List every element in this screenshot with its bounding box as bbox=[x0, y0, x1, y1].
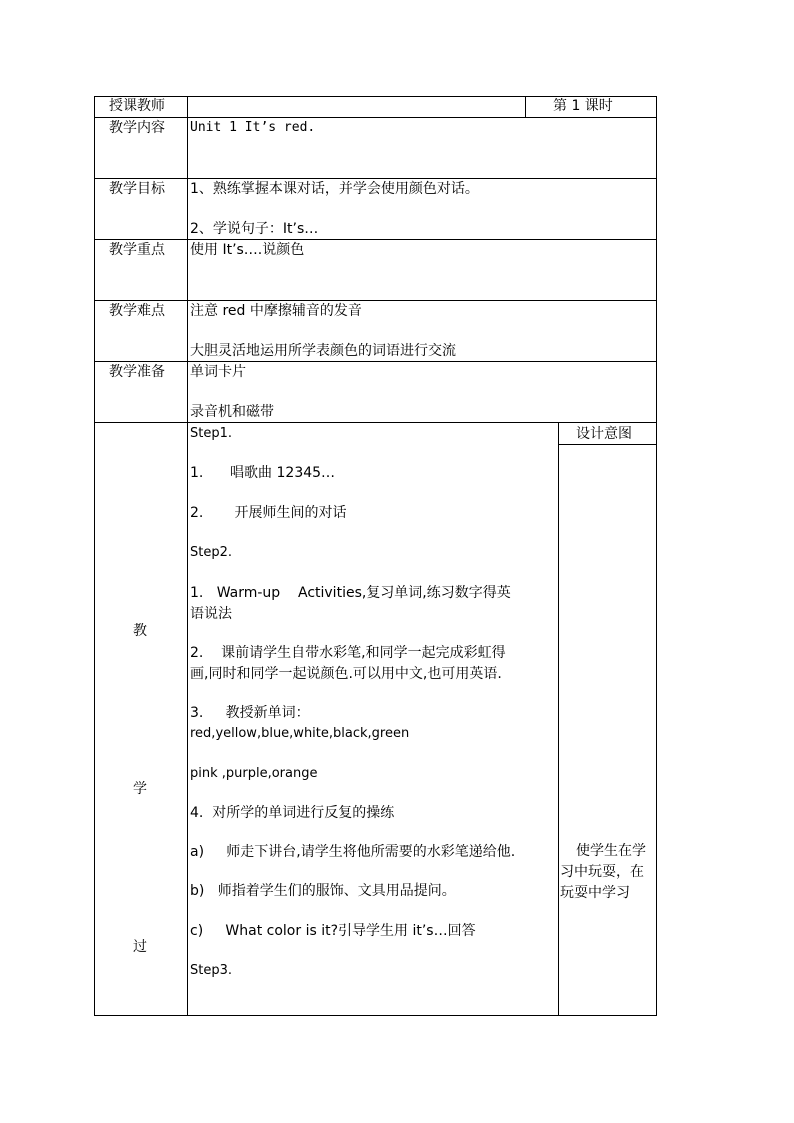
key-points-label: 教学重点 bbox=[109, 242, 165, 258]
preparation-item: 录音机和磁带 bbox=[190, 404, 274, 420]
step-heading: Step2. bbox=[190, 545, 233, 560]
preparation-item: 单词卡片 bbox=[190, 364, 246, 380]
row-divider bbox=[94, 178, 657, 179]
step-item: 2. 课前请学生自带水彩笔,和同学一起完成彩虹得 bbox=[190, 645, 506, 661]
step-item: 语说法 bbox=[190, 606, 232, 622]
step-item: 画,同时和同学一起说颜色.可以用中文,也可用英语. bbox=[190, 666, 502, 682]
step-item: 1. Warm-up Activities,复习单词,练习数字得英 bbox=[190, 585, 511, 601]
step-heading: Step1. bbox=[190, 426, 233, 441]
table-border-bottom bbox=[94, 1015, 657, 1016]
row-divider bbox=[94, 361, 657, 362]
sub-item: a) 师走下讲台,请学生将他所需要的水彩笔递给他. bbox=[190, 844, 516, 860]
process-label-char: 教 bbox=[133, 623, 147, 639]
step-item: 4. 对所学的单词进行反复的操练 bbox=[190, 805, 395, 821]
process-label-char: 学 bbox=[133, 781, 147, 797]
vocabulary-words: red,yellow,blue,white,black,green bbox=[190, 726, 410, 741]
objectives-label: 教学目标 bbox=[109, 181, 165, 197]
step-heading: Step3. bbox=[190, 963, 233, 978]
row-divider bbox=[94, 422, 657, 423]
lesson-number: 第 1 课时 bbox=[553, 98, 613, 114]
step-item: 3. 教授新单词： bbox=[190, 705, 310, 721]
step-item: 1. 唱歌曲 12345… bbox=[190, 465, 336, 481]
table-border-left bbox=[94, 96, 95, 1016]
content-label: 教学内容 bbox=[109, 120, 165, 136]
sub-item: c) What color is it?引导学生用 it’s…回答 bbox=[190, 923, 476, 939]
objective-item: 1、熟练掌握本课对话，并学会使用颜色对话。 bbox=[190, 181, 479, 197]
difficulty-item: 大胆灵活地运用所学表颜色的词语进行交流 bbox=[190, 343, 456, 359]
lesson-number-divider bbox=[525, 96, 526, 118]
vocabulary-words: pink ,purple,orange bbox=[190, 766, 318, 781]
step-item: 2. 开展师生间的对话 bbox=[190, 505, 347, 521]
design-intent-label: 设计意图 bbox=[576, 426, 632, 442]
row-divider bbox=[94, 117, 657, 118]
preparation-label: 教学准备 bbox=[109, 364, 165, 380]
row-divider bbox=[94, 300, 657, 301]
difficulties-label: 教学难点 bbox=[109, 303, 165, 319]
process-label-char: 过 bbox=[133, 939, 147, 955]
label-column-divider bbox=[187, 96, 188, 1016]
table-border-right bbox=[656, 96, 657, 1016]
design-intent-text: 使学生在学习中玩耍，在玩耍中学习 bbox=[560, 843, 646, 901]
design-intent-divider bbox=[558, 444, 657, 445]
teacher-label: 授课教师 bbox=[109, 98, 165, 114]
key-points-text: 使用 It’s….说颜色 bbox=[190, 242, 305, 258]
sub-item: b) 师指着学生们的服饰、文具用品提问。 bbox=[190, 883, 456, 899]
content-text: Unit 1 It’s red. bbox=[190, 120, 316, 135]
design-intent-column-divider bbox=[558, 422, 559, 1016]
objective-item: 2、学说句子：It’s… bbox=[190, 221, 319, 237]
row-divider bbox=[94, 239, 657, 240]
difficulty-item: 注意 red 中摩擦辅音的发音 bbox=[190, 303, 362, 319]
